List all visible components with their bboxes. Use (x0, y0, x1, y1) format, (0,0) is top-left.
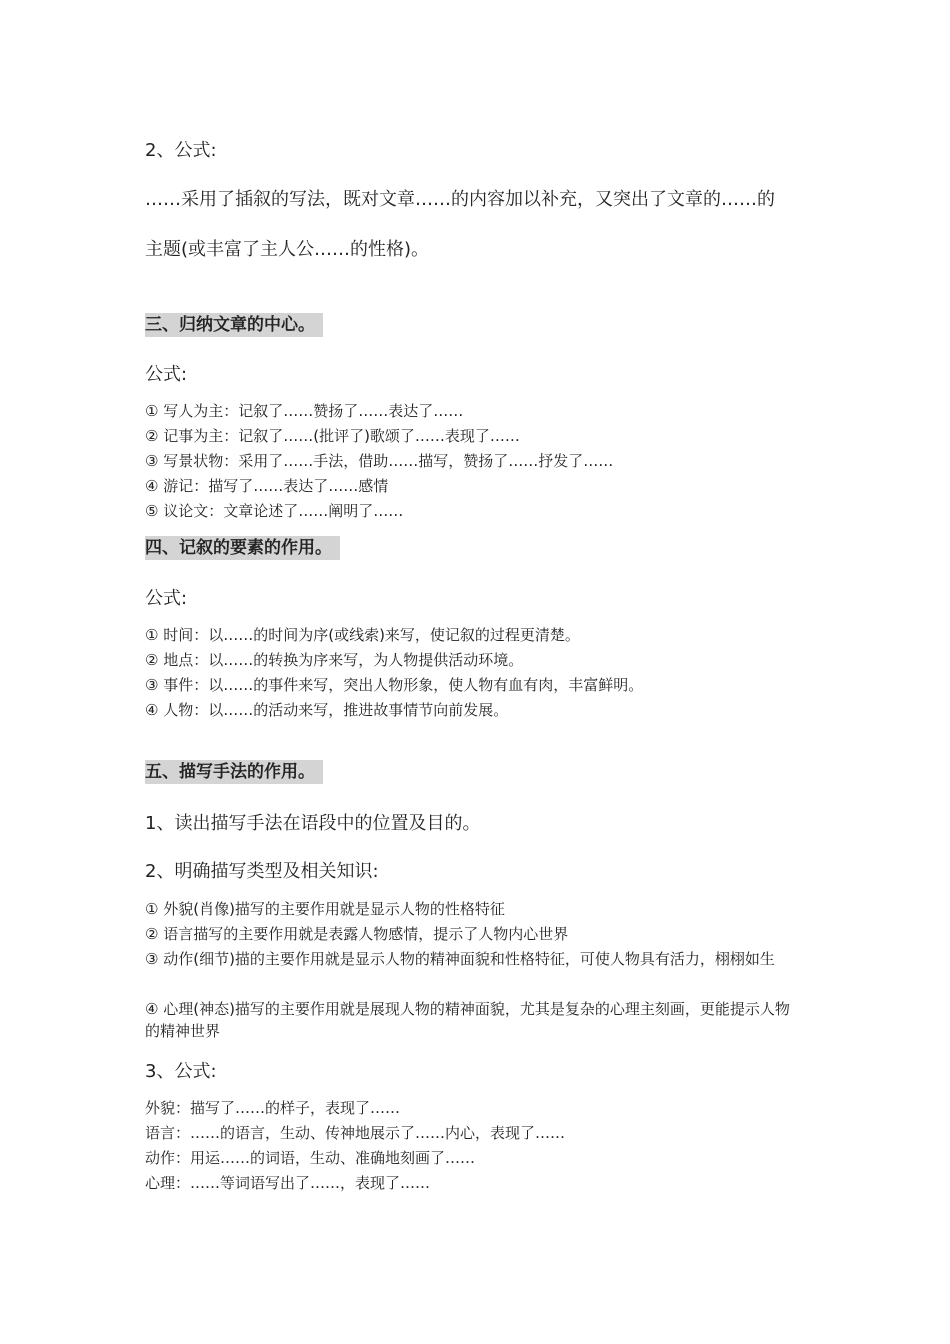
list-item: 外貌：描写了……的样子，表现了…… (145, 1099, 401, 1117)
list-item: ② 记事为主：记叙了……(批评了)歌颂了……表现了…… (145, 427, 520, 445)
list-item: ③ 动作(细节)描的主要作用就是显示人物的精神面貌和性格特征，可使人物具有活力，栩栩如生 (145, 950, 775, 968)
list-item: ③ 写景状物：采用了……手法，借助……描写，赞扬了……抒发了…… (145, 452, 614, 470)
section-heading: 三、归纳文章的中心。 (145, 313, 323, 337)
list-item: ① 写人为主：记叙了……赞扬了……表达了…… (145, 402, 464, 420)
list-item: ③ 事件：以……的事件来写，突出人物形象，使人物有血有肉，丰富鲜明。 (145, 676, 644, 694)
section-heading: 五、描写手法的作用。 (145, 760, 323, 784)
formula-label: 公式: (145, 364, 188, 385)
step-line: 2、明确描写类型及相关知识: (145, 861, 379, 882)
section-heading: 四、记叙的要素的作用。 (145, 536, 340, 560)
list-item: ④ 人物：以……的活动来写，推进故事情节向前发展。 (145, 701, 509, 719)
list-item: ② 语言描写的主要作用就是表露人物感情，提示了人物内心世界 (145, 925, 569, 943)
formula-label: 2、公式: (145, 140, 217, 161)
paragraph-line: ……采用了插叙的写法，既对文章……的内容加以补充，又突出了文章的……的 (145, 189, 775, 210)
list-item: ① 时间：以……的时间为序(或线索)来写，使记叙的过程更清楚。 (145, 626, 580, 644)
step-line: 1、读出描写手法在语段中的位置及目的。 (145, 813, 481, 834)
list-item: ② 地点：以……的转换为序来写，为人物提供活动环境。 (145, 651, 524, 669)
list-item: 语言：……的语言，生动、传神地展示了……内心，表现了…… (145, 1124, 566, 1142)
list-item: 动作：用运……的词语，生动、准确地刻画了…… (145, 1149, 476, 1167)
list-item: 心理：……等词语写出了……，表现了…… (145, 1174, 431, 1192)
list-item: ④ 心理(神态)描写的主要作用就是展现人物的精神面貌，尤其是复杂的心理主刻画，更能提示人物的精神世界 (145, 1000, 790, 1040)
paragraph-line: 主题(或丰富了主人公……的性格)。 (145, 239, 430, 260)
formula-label: 公式: (145, 588, 188, 609)
list-item: ④ 游记：描写了……表达了……感情 (145, 477, 389, 495)
step-line: 3、公式: (145, 1061, 217, 1082)
list-item: ⑤ 议论文：文章论述了……阐明了…… (145, 502, 404, 520)
list-item: ① 外貌(肖像)描写的主要作用就是显示人物的性格特征 (145, 900, 505, 918)
